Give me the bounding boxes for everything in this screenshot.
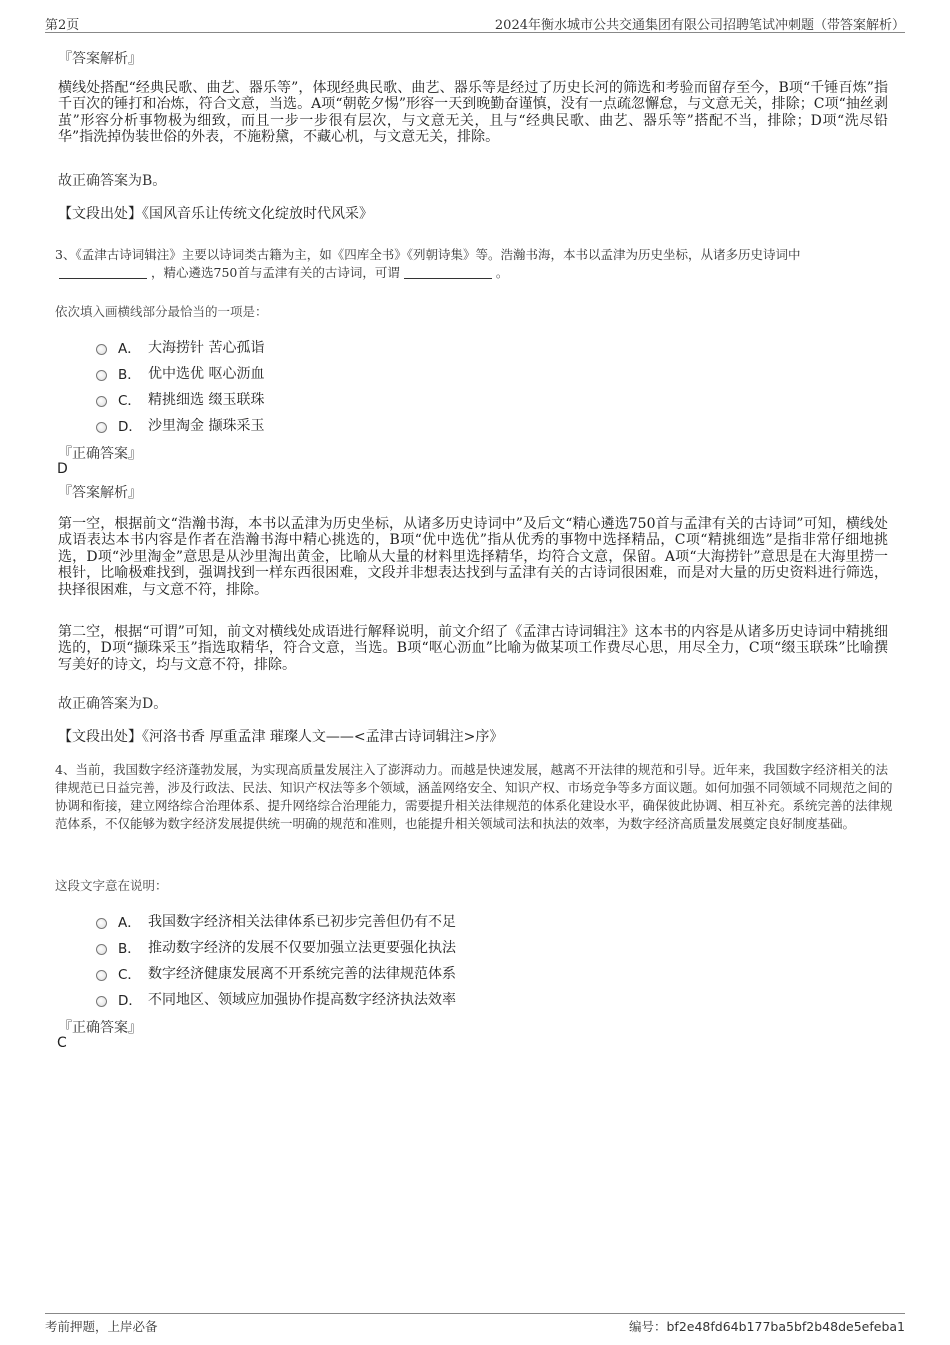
q3-answer: D: [57, 461, 68, 477]
option-letter: C．: [118, 967, 141, 983]
q4-answer: C: [57, 1035, 67, 1051]
q4-question-text: 4、当前，我国数字经济蓬勃发展，为实现高质量发展注入了澎湃动力。而越是快速发展，越离不开法律的规范和引导。近年来，我国数字经济相关的法律规范已日益完善，涉及行政法、民法、知识产权法等多个领域，涵盖网络安全、知识产权、市场竞争等多方面议题。如何加强不同领域不同规范之间的协调和衔接，建立网络综合治理体系、提升网络综合治理能力，需要提升相关法律规范的体系化建设水平，确保彼此协调、相互补充。系统完善的法律规范体系，不仅能够为数字经济发展提供统一明确的规范和准则，也能提升相关领域司法和执法的效率，为数字经济高质量发展奠定良好制度基础。: [55, 762, 893, 831]
page-footer: [45, 1313, 905, 1334]
q3-blank-1: [59, 266, 147, 279]
q2-analysis-label: 『答案解析』: [58, 51, 142, 67]
option-letter: A．: [118, 915, 141, 931]
footer-code-value: bf2e48fd64b177ba5bf2b48de5efeba1: [666, 1319, 905, 1334]
option-letter: D．: [118, 419, 142, 435]
q3-analysis-p2: 第二空，根据“可谓”可知，前文对横线处成语进行解释说明，前文介绍了《孟津古诗词辑注》这本书的内容是从诸多历史诗词中精挑细选的，D项“撷珠采玉”指选取精华，符合文意，当选。B项“呕心沥血”比喻为做某项工作费尽心思，用尽全力，C项“缀玉联珠”比喻撰写美好的诗文，均与文意不符，排除。: [58, 624, 888, 673]
q3-analysis-p1: 第一空，根据前文“浩瀚书海，本书以孟津为历史坐标，从诸多历史诗词中”及后文“精心遴选750首与孟津有关的古诗词”可知，横线处成语表达本书内容是作者在浩瀚书海中精心挑选的，B项“优中选优”指从优秀的事物中选择精品，C项“精挑细选”是指非常仔细地挑选，D项“沙里淘金”意思是从沙里淘出黄金，比喻从大量的材料里选择精华，均符合文意，保留。A项“大海捞针”意思是在大海里捞一根针，比喻极难找到，强调找到一样东西很困难，文段并非想表达找到与孟津有关的古诗词很困难，而是对大量的历史资料进行筛选，抉择很困难，与文意不符，排除。: [58, 516, 888, 598]
radio-icon[interactable]: [96, 370, 107, 381]
footer-code-label: 编号：: [628, 1319, 667, 1334]
radio-icon[interactable]: [96, 944, 107, 955]
option-text: 精挑细选 缀玉联珠: [148, 392, 265, 408]
q3-question-text: [55, 246, 895, 282]
q3-option-d[interactable]: [96, 415, 264, 435]
q4-answer-label: 『正确答案』: [58, 1020, 142, 1036]
q3-source: 【文段出处】《河洛书香 厚重孟津 璀璨人文——<孟津古诗词辑注>序》: [58, 729, 504, 745]
document-title: 2024年衡水城市公共交通集团有限公司招聘笔试冲刺题（带答案解析）: [494, 18, 905, 33]
q2-analysis-text: 横线处搭配“经典民歌、曲艺、器乐等”，体现经典民歌、曲艺、器乐等是经过了历史长河的筛选和考验而留存至今，B项“千锤百炼”指千百次的锤打和冶炼，符合文意，当选。A项“朝乾夕惕”形容一天到晚勤奋谨慎，没有一点疏忽懈怠，与文意无关，排除；C项“抽丝剥茧”形容分析事物极为细致，而且一步一步很有层次，与文意无关，且与“经典民歌、曲艺、器乐等”搭配不当，排除；D项“洗尽铅华”指洗掉伪装世俗的外表，不施粉黛，不藏心机，与文意无关，排除。: [58, 80, 888, 146]
q3-option-b[interactable]: [96, 363, 264, 383]
q3-prompt: 依次填入画横线部分最恰当的一项是：: [55, 304, 268, 319]
q3-text-part1: 3、《孟津古诗词辑注》主要以诗词类古籍为主，如《四库全书》《列朝诗集》等。浩瀚书海，本书以孟津为历史坐标，从诸多历史诗词中: [55, 247, 801, 262]
q4-option-d[interactable]: [96, 989, 456, 1009]
footer-code: [629, 1317, 905, 1335]
q3-answer-label: 『正确答案』: [58, 446, 142, 462]
option-text: 优中选优 呕心沥血: [148, 366, 265, 382]
q3-text-part2: ，精心遴选750首与孟津有关的古诗词，可谓: [151, 265, 400, 280]
option-text: 数字经济健康发展离不开系统完善的法律规范体系: [148, 966, 456, 982]
q4-option-b[interactable]: [96, 937, 456, 957]
q4-prompt: 这段文字意在说明：: [55, 878, 168, 893]
q4-option-c[interactable]: [96, 963, 456, 983]
option-text: 推动数字经济的发展不仅要加强立法更要强化执法: [148, 940, 456, 956]
option-text: 大海捞针 苦心孤诣: [148, 340, 265, 356]
radio-icon[interactable]: [96, 422, 107, 433]
radio-icon[interactable]: [96, 996, 107, 1007]
q3-analysis-label: 『答案解析』: [58, 485, 142, 501]
q3-blank-2: [404, 266, 492, 279]
q3-text-part3: 。: [495, 265, 509, 280]
page-header: [45, 14, 905, 33]
option-text: 我国数字经济相关法律体系已初步完善但仍有不足: [148, 914, 456, 930]
q2-conclusion: 故正确答案为B。: [58, 173, 167, 189]
option-letter: B．: [118, 367, 141, 383]
option-letter: C．: [118, 393, 141, 409]
q4-option-a[interactable]: [96, 911, 456, 931]
q3-option-a[interactable]: [96, 337, 264, 357]
radio-icon[interactable]: [96, 970, 107, 981]
option-text: 不同地区、领域应加强协作提高数字经济执法效率: [148, 992, 456, 1008]
footer-slogan: 考前押题，上岸必备: [45, 1319, 158, 1334]
radio-icon[interactable]: [96, 344, 107, 355]
radio-icon[interactable]: [96, 396, 107, 407]
radio-icon[interactable]: [96, 918, 107, 929]
option-letter: D．: [118, 993, 142, 1009]
q2-source: 【文段出处】《国风音乐让传统文化绽放时代风采》: [58, 206, 373, 222]
option-letter: A．: [118, 341, 141, 357]
q3-conclusion: 故正确答案为D。: [58, 696, 168, 712]
option-text: 沙里淘金 撷珠采玉: [148, 418, 265, 434]
page-number: 第2页: [45, 18, 80, 33]
q3-option-c[interactable]: [96, 389, 264, 409]
option-letter: B．: [118, 941, 141, 957]
